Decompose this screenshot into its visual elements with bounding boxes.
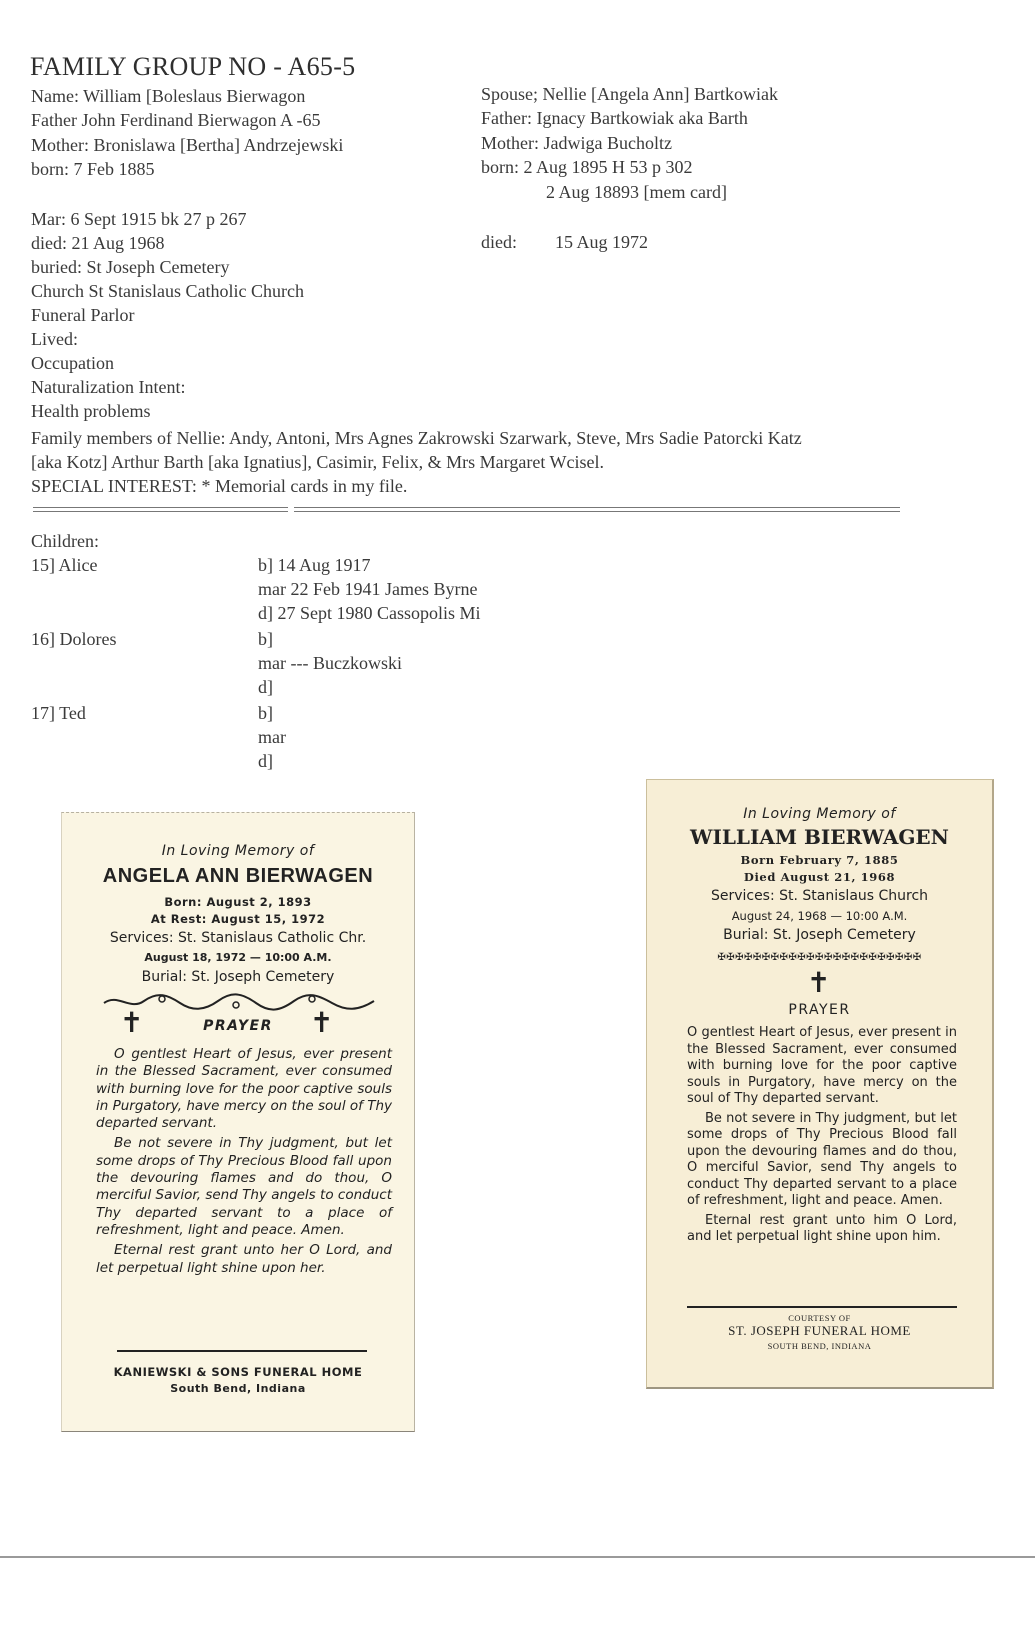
- spouse-born: born: 2 Aug 1895 H 53 p 302: [481, 157, 693, 177]
- child-died: d] 27 Sept 1980 Cassopolis Mi: [258, 603, 481, 623]
- page-title: FAMILY GROUP NO - A65-5: [30, 52, 356, 81]
- husband-father: Father John Ferdinand Bierwagon A -65: [31, 110, 321, 130]
- spouse-name: Spouse; Nellie [Angela Ann] Bartkowiak: [481, 84, 778, 104]
- child-died: d]: [258, 677, 273, 697]
- card-services: Services: St. Stanislaus Church: [710, 888, 929, 904]
- cross-border-ornament: ✠✠✠✠✠✠✠✠✠✠✠✠✠✠✠✠✠✠✠✠✠✠✠: [717, 952, 922, 963]
- spouse-died-date: 15 Aug 1972: [555, 232, 649, 252]
- children-label: Children:: [31, 531, 99, 551]
- spouse-father: Father: Ignacy Bartkowiak aka Barth: [481, 108, 748, 128]
- husband-church: Church St Stanislaus Catholic Church: [31, 281, 304, 301]
- card-born-date: Born February 7, 1885: [740, 853, 899, 867]
- divider-rule: [33, 511, 288, 512]
- cross-icon: ✝: [807, 966, 831, 999]
- spouse-died-label: died:: [481, 232, 517, 252]
- child-died: d]: [258, 751, 273, 771]
- scan-edge-line: [0, 1556, 1035, 1558]
- special-interest: SPECIAL INTEREST: * Memorial cards in my file.: [31, 476, 408, 496]
- prayer-title: PRAYER: [788, 1002, 851, 1018]
- card-header: In Loving Memory of: [161, 843, 315, 859]
- child-marriage: mar 22 Feb 1941 James Byrne: [258, 579, 478, 599]
- card-divider: [117, 1350, 367, 1352]
- prayer-text: [687, 1025, 957, 1249]
- spouse-born-alt: 2 Aug 18893 [mem card]: [546, 182, 727, 202]
- cross-icon: ✝: [120, 1006, 144, 1039]
- prayer-title: PRAYER: [203, 1018, 273, 1034]
- husband-name: Name: William [Boleslaus Bierwagon: [31, 86, 306, 106]
- prayer-paragraph: Eternal rest grant unto her O Lord, and let perpetual light shine upon her.: [96, 1242, 392, 1276]
- prayer-text: [96, 1046, 392, 1280]
- card-deceased-name: ANGELA ANN BIERWAGEN: [102, 865, 374, 887]
- child-born: b] 14 Aug 1917: [258, 555, 371, 575]
- prayer-paragraph: Be not severe in Thy judgment, but let some drops of Thy Precious Blood fall upon the devouring flames and do thou, O merciful Savior, send Thy angels to conduct Thy departed servant to a place of refreshment, light and peace. Amen.: [96, 1135, 392, 1238]
- memorial-card-william: [646, 779, 994, 1389]
- husband-died: died: 21 Aug 1968: [31, 233, 165, 253]
- child-marriage: mar --- Buczkowski: [258, 653, 402, 673]
- family-members-line-2: [aka Kotz] Arthur Barth [aka Ignatius], Casimir, Felix, & Mrs Margaret Wcisel.: [31, 452, 604, 472]
- card-rest-date: At Rest: August 15, 1972: [150, 912, 326, 926]
- card-born-date: Born: August 2, 1893: [164, 895, 312, 909]
- child-name: 16] Dolores: [31, 629, 117, 649]
- child-name: 17] Ted: [31, 703, 86, 723]
- prayer-paragraph: Be not severe in Thy judgment, but let some drops of Thy Precious Blood fall upon the devouring flames and do thou, O merciful Savior, send Thy angels to conduct Thy departed servant to a place of refreshment, light and peace. Amen.: [687, 1110, 957, 1208]
- card-died-date: Died August 21, 1968: [743, 870, 896, 884]
- card-services-date: August 24, 1968 — 10:00 A.M.: [731, 909, 908, 923]
- husband-health: Health problems: [31, 401, 151, 421]
- husband-mother: Mother: Bronislawa [Bertha] Andrzejewski: [31, 135, 344, 155]
- card-deceased-name: WILLIAM BIERWAGEN: [690, 825, 949, 849]
- husband-lived: Lived:: [31, 329, 78, 349]
- memorial-card-angela: [61, 812, 415, 1432]
- family-members-line-1: Family members of Nellie: Andy, Antoni, Mrs Agnes Zakrowski Szarwark, Steve, Mrs Sadie Patorcki Katz: [31, 428, 802, 448]
- divider-rule: [294, 507, 900, 508]
- husband-funeral-parlor: Funeral Parlor: [31, 305, 135, 325]
- funeral-home-city: South Bend, Indiana: [170, 1382, 306, 1395]
- child-born: b]: [258, 629, 273, 649]
- husband-occupation: Occupation: [31, 353, 114, 373]
- husband-born: born: 7 Feb 1885: [31, 159, 155, 179]
- card-services: Services: St. Stanislaus Catholic Chr.: [109, 930, 367, 946]
- divider-rule: [294, 511, 900, 512]
- card-burial: Burial: St. Joseph Cemetery: [723, 927, 916, 943]
- husband-marriage: Mar: 6 Sept 1915 bk 27 p 267: [31, 209, 247, 229]
- funeral-home-name: KANIEWSKI & SONS FUNERAL HOME: [113, 1365, 363, 1379]
- funeral-home-name: ST. JOSEPH FUNERAL HOME: [728, 1323, 911, 1338]
- child-name: 15] Alice: [31, 555, 98, 575]
- spouse-mother: Mother: Jadwiga Bucholtz: [481, 133, 672, 153]
- card-burial: Burial: St. Joseph Cemetery: [141, 969, 335, 985]
- card-header: In Loving Memory of: [743, 806, 896, 822]
- husband-buried: buried: St Joseph Cemetery: [31, 257, 230, 277]
- child-born: b]: [258, 703, 273, 723]
- prayer-paragraph: O gentlest Heart of Jesus, ever present in the Blessed Sacrament, ever consumed with burning love for the poor captive souls in Purgatory, have mercy on the soul of Thy departed servant.: [96, 1046, 392, 1132]
- cross-icon: ✝: [310, 1006, 334, 1039]
- divider-rule: [33, 507, 288, 508]
- card-services-date: August 18, 1972 — 10:00 A.M.: [144, 951, 332, 964]
- child-marriage: mar: [258, 727, 286, 747]
- card-divider: [687, 1306, 957, 1308]
- courtesy-label: COURTESY OF: [788, 1313, 851, 1323]
- funeral-home-city: SOUTH BEND, INDIANA: [767, 1341, 872, 1351]
- prayer-paragraph: O gentlest Heart of Jesus, ever present in the Blessed Sacrament, ever consumed with burning love for the poor captive souls in Purgatory, have mercy on the soul of Thy departed servant.: [687, 1025, 957, 1106]
- husband-naturalization: Naturalization Intent:: [31, 377, 186, 397]
- prayer-paragraph: Eternal rest grant unto him O Lord, and let perpetual light shine upon him.: [687, 1212, 957, 1244]
